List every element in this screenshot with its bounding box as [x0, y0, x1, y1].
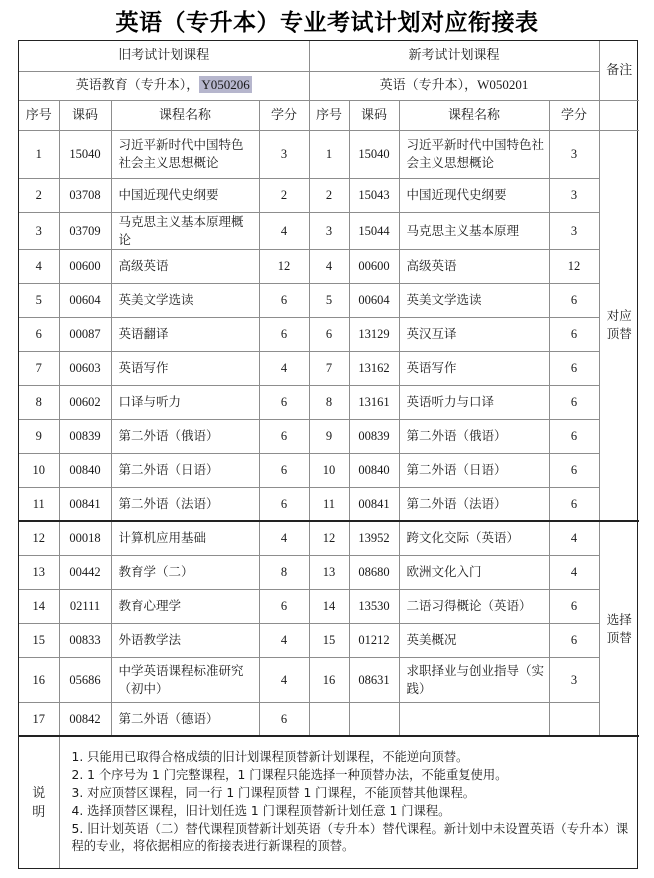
cell-old-course: 教育心理学	[111, 589, 259, 623]
cell-old-course: 第二外语（日语）	[111, 453, 259, 487]
col-header-new-credit: 学分	[549, 100, 599, 130]
cell-new-credit: 3	[549, 657, 599, 702]
column-header-row	[19, 100, 639, 130]
cell-new-credit: 3	[549, 212, 599, 249]
cell-new-code: 15043	[349, 178, 399, 212]
remark-header-spacer	[599, 100, 639, 130]
table-row	[19, 178, 639, 212]
table-body	[19, 41, 639, 868]
cell-new-seq: 10	[309, 453, 349, 487]
cell-old-code: 00602	[59, 385, 111, 419]
cell-new-code: 13530	[349, 589, 399, 623]
remark-cell-group2	[599, 521, 639, 736]
col-header-old-seq: 序号	[19, 100, 59, 130]
cell-old-code: 02111	[59, 589, 111, 623]
cell-new-code: 08631	[349, 657, 399, 702]
cell-old-seq: 10	[19, 453, 59, 487]
cell-old-credit: 8	[259, 555, 309, 589]
cell-old-course: 马克思主义基本原理概论	[111, 212, 259, 249]
cell-new-course: 二语习得概论（英语）	[399, 589, 549, 623]
cell-old-course: 计算机应用基础	[111, 521, 259, 555]
cell-new-seq: 6	[309, 317, 349, 351]
old-plan-group-title: 旧考试计划课程	[19, 41, 309, 71]
cell-old-credit: 12	[259, 249, 309, 283]
cell-new-credit	[549, 702, 599, 736]
cell-new-credit: 6	[549, 385, 599, 419]
table-row	[19, 623, 639, 657]
cell-old-seq: 11	[19, 487, 59, 521]
cell-new-course: 英汉互译	[399, 317, 549, 351]
cell-old-code: 00840	[59, 453, 111, 487]
notes-label-line-2: 明	[32, 803, 46, 819]
cell-old-credit: 4	[259, 623, 309, 657]
cell-new-credit: 6	[549, 589, 599, 623]
cell-old-course: 第二外语（德语）	[111, 702, 259, 736]
cell-new-course: 第二外语（日语）	[399, 453, 549, 487]
table-row	[19, 555, 639, 589]
cell-new-seq: 1	[309, 130, 349, 178]
cell-old-code: 00839	[59, 419, 111, 453]
cell-new-credit: 6	[549, 351, 599, 385]
cell-old-code: 00442	[59, 555, 111, 589]
cell-new-seq: 7	[309, 351, 349, 385]
cell-old-code: 00842	[59, 702, 111, 736]
cell-new-seq: 12	[309, 521, 349, 555]
cell-new-code: 13162	[349, 351, 399, 385]
cell-new-code: 13129	[349, 317, 399, 351]
cell-new-code: 15040	[349, 130, 399, 178]
old-major-name: 英语教育（专升本），	[75, 77, 200, 93]
cell-old-credit: 6	[259, 317, 309, 351]
cell-old-seq: 8	[19, 385, 59, 419]
cell-old-credit: 3	[259, 130, 309, 178]
cell-new-seq: 14	[309, 589, 349, 623]
cell-new-credit: 12	[549, 249, 599, 283]
notes-label	[19, 736, 59, 868]
remark-line-1: 对应	[606, 309, 632, 324]
new-plan-group-title: 新考试计划课程	[309, 41, 599, 71]
cell-old-seq: 7	[19, 351, 59, 385]
remark-line-1: 选择	[606, 612, 632, 627]
cell-old-code: 05686	[59, 657, 111, 702]
notes-row	[19, 736, 639, 868]
cell-new-code: 13952	[349, 521, 399, 555]
cell-old-code: 03709	[59, 212, 111, 249]
cell-old-seq: 13	[19, 555, 59, 589]
cell-old-seq: 4	[19, 249, 59, 283]
cell-new-course: 英语写作	[399, 351, 549, 385]
cell-new-course: 高级英语	[399, 249, 549, 283]
col-header-new-seq: 序号	[309, 100, 349, 130]
cell-old-credit: 4	[259, 351, 309, 385]
note-item: 3. 对应顶替区课程，同一行 1 门课程顶替 1 门课程，不能顶替其他课程。	[71, 785, 476, 800]
notes-label-line-1: 说	[32, 784, 46, 800]
cell-new-credit: 3	[549, 130, 599, 178]
table-row	[19, 453, 639, 487]
new-major-cell: 英语（专升本），W050201	[309, 71, 599, 100]
table-row	[19, 521, 639, 555]
cell-old-course: 外语教学法	[111, 623, 259, 657]
cell-old-code: 00604	[59, 283, 111, 317]
cell-new-credit: 6	[549, 419, 599, 453]
cell-new-credit: 6	[549, 317, 599, 351]
cell-old-course: 习近平新时代中国特色社会主义思想概论	[111, 130, 259, 178]
note-item: 1. 只能用已取得合格成绩的旧计划课程顶替新计划课程，不能逆向顶替。	[71, 750, 469, 765]
cell-old-credit: 6	[259, 589, 309, 623]
cell-old-seq: 6	[19, 317, 59, 351]
cell-old-course: 口译与听力	[111, 385, 259, 419]
cell-old-course: 中国近现代史纲要	[111, 178, 259, 212]
cell-old-code: 00600	[59, 249, 111, 283]
cell-old-seq: 2	[19, 178, 59, 212]
cell-old-course: 第二外语（法语）	[111, 487, 259, 521]
cell-old-seq: 17	[19, 702, 59, 736]
table-row	[19, 212, 639, 249]
table-row	[19, 487, 639, 521]
col-header-old-credit: 学分	[259, 100, 309, 130]
cell-new-seq: 15	[309, 623, 349, 657]
cell-new-code: 00604	[349, 283, 399, 317]
table-row	[19, 702, 639, 736]
cell-new-seq: 3	[309, 212, 349, 249]
cell-old-code: 00833	[59, 623, 111, 657]
table-row	[19, 351, 639, 385]
cell-old-course: 英语翻译	[111, 317, 259, 351]
cell-new-course: 中国近现代史纲要	[399, 178, 549, 212]
remark-cell-group1	[599, 130, 639, 521]
cell-old-credit: 4	[259, 521, 309, 555]
cell-old-credit: 4	[259, 212, 309, 249]
cell-new-course: 英美文学选读	[399, 283, 549, 317]
cell-old-credit: 6	[259, 702, 309, 736]
table-row	[19, 283, 639, 317]
cell-old-seq: 3	[19, 212, 59, 249]
cell-new-course: 英美概况	[399, 623, 549, 657]
table-row	[19, 130, 639, 178]
cell-old-credit: 6	[259, 385, 309, 419]
table-row	[19, 419, 639, 453]
old-major-cell	[19, 71, 309, 100]
table-row	[19, 249, 639, 283]
cell-old-course: 第二外语（俄语）	[111, 419, 259, 453]
cell-old-course: 中学英语课程标准研究（初中）	[111, 657, 259, 702]
cell-new-code: 08680	[349, 555, 399, 589]
cell-new-credit: 6	[549, 623, 599, 657]
col-header-old-course: 课程名称	[111, 100, 259, 130]
cell-new-seq	[309, 702, 349, 736]
notes-body	[59, 736, 639, 868]
cell-old-seq: 16	[19, 657, 59, 702]
table-row	[19, 589, 639, 623]
cell-new-code	[349, 702, 399, 736]
cell-new-course: 第二外语（俄语）	[399, 419, 549, 453]
cell-old-credit: 2	[259, 178, 309, 212]
cell-old-code: 15040	[59, 130, 111, 178]
cell-new-credit: 6	[549, 453, 599, 487]
plan-group-header-row	[19, 41, 639, 71]
note-item: 5. 旧计划英语（二）替代课程顶替新计划英语（专升本）替代课程。新计划中未设置英语（专升本）课程的专业，将依据相应的衔接表进行新课程的顶替。	[71, 821, 629, 854]
cell-new-course	[399, 702, 549, 736]
cell-new-seq: 2	[309, 178, 349, 212]
course-mapping-table-frame	[18, 40, 638, 869]
major-code-row	[19, 71, 639, 100]
cell-new-course: 英语听力与口译	[399, 385, 549, 419]
cell-new-credit: 4	[549, 521, 599, 555]
cell-new-course: 马克思主义基本原理	[399, 212, 549, 249]
cell-new-seq: 8	[309, 385, 349, 419]
table-row	[19, 317, 639, 351]
cell-new-credit: 4	[549, 555, 599, 589]
course-mapping-table	[19, 41, 639, 868]
cell-new-course: 第二外语（法语）	[399, 487, 549, 521]
cell-old-code: 00841	[59, 487, 111, 521]
cell-old-seq: 5	[19, 283, 59, 317]
cell-old-course: 英美文学选读	[111, 283, 259, 317]
cell-old-code: 03708	[59, 178, 111, 212]
page-title: 英语（专升本）专业考试计划对应衔接表	[115, 10, 539, 35]
cell-new-seq: 9	[309, 419, 349, 453]
cell-old-course: 高级英语	[111, 249, 259, 283]
remark-column-header: 备注	[599, 41, 639, 100]
cell-old-credit: 4	[259, 657, 309, 702]
cell-new-code: 00839	[349, 419, 399, 453]
cell-old-credit: 6	[259, 283, 309, 317]
col-header-old-code: 课码	[59, 100, 111, 130]
cell-new-seq: 16	[309, 657, 349, 702]
cell-new-code: 13161	[349, 385, 399, 419]
cell-new-code: 00841	[349, 487, 399, 521]
col-header-new-course: 课程名称	[399, 100, 549, 130]
table-row	[19, 385, 639, 419]
cell-old-code: 00603	[59, 351, 111, 385]
cell-old-seq: 12	[19, 521, 59, 555]
table-row	[19, 657, 639, 702]
cell-old-seq: 15	[19, 623, 59, 657]
cell-old-code: 00087	[59, 317, 111, 351]
cell-old-course: 英语写作	[111, 351, 259, 385]
cell-new-credit: 3	[549, 178, 599, 212]
cell-new-course: 求职择业与创业指导（实践）	[399, 657, 549, 702]
cell-new-course: 习近平新时代中国特色社会主义思想概论	[399, 130, 549, 178]
cell-old-seq: 9	[19, 419, 59, 453]
cell-new-code: 15044	[349, 212, 399, 249]
cell-old-credit: 6	[259, 419, 309, 453]
cell-new-course: 欧洲文化入门	[399, 555, 549, 589]
cell-new-seq: 5	[309, 283, 349, 317]
cell-old-credit: 6	[259, 453, 309, 487]
cell-new-code: 00840	[349, 453, 399, 487]
cell-new-credit: 6	[549, 283, 599, 317]
old-major-code-highlight: Y050206	[201, 77, 250, 93]
cell-new-code: 01212	[349, 623, 399, 657]
remark-line-2: 顶替	[606, 327, 632, 342]
cell-old-credit: 6	[259, 487, 309, 521]
cell-old-code: 00018	[59, 521, 111, 555]
note-item: 4. 选择顶替区课程，旧计划任选 1 门课程顶替新计划任意 1 门课程。	[71, 803, 451, 818]
cell-new-credit: 6	[549, 487, 599, 521]
cell-new-code: 00600	[349, 249, 399, 283]
cell-new-seq: 4	[309, 249, 349, 283]
cell-old-seq: 14	[19, 589, 59, 623]
note-item: 2. 1 个序号为 1 门完整课程，1 门课程只能选择一种顶替办法，不能重复使用。	[71, 768, 508, 783]
cell-new-seq: 13	[309, 555, 349, 589]
cell-old-course: 教育学（二）	[111, 555, 259, 589]
cell-new-seq: 11	[309, 487, 349, 521]
remark-line-2: 顶替	[606, 630, 632, 645]
col-header-new-code: 课码	[349, 100, 399, 130]
cell-new-course: 跨文化交际（英语）	[399, 521, 549, 555]
cell-old-seq: 1	[19, 130, 59, 178]
